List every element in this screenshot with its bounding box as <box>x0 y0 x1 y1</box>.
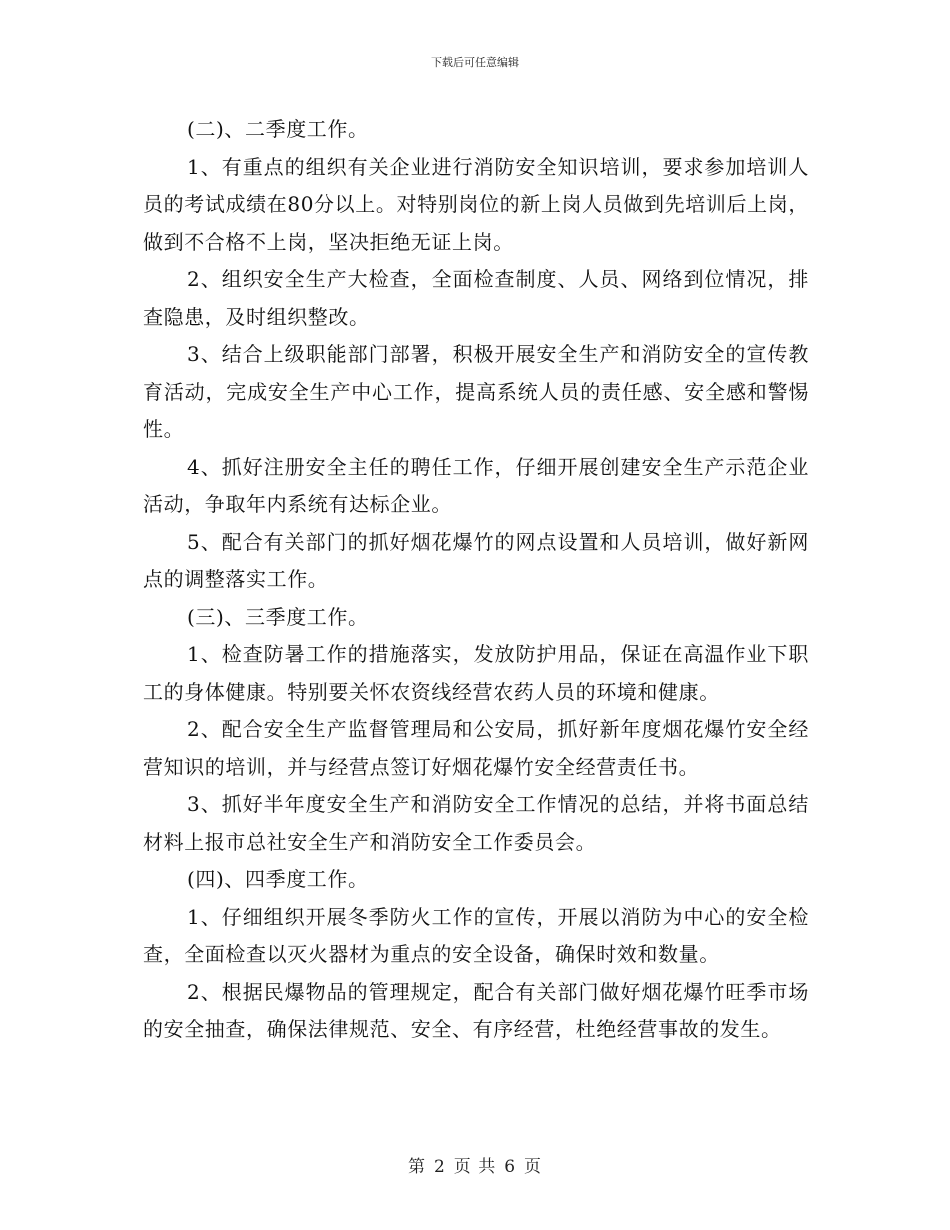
page-number: 2 <box>433 1157 446 1177</box>
page-header: 下载后可任意编辑 <box>431 56 519 69</box>
paragraph: 4、抓好注册安全主任的聘任工作，仔细开展创建安全生产示范企业活动，争取年内系统有达标企业。 <box>143 454 809 516</box>
document-body <box>143 111 809 1049</box>
section-heading-q3: (三)、三季度工作。 <box>187 604 369 629</box>
paragraph: 5、配合有关部门的抓好烟花爆竹的网点设置和人员培训，做好新网点的调整落实工作。 <box>143 529 809 591</box>
paragraph: 1、检查防暑工作的措施落实，发放防护用品，保证在高温作业下职工的身体健康。特别要关怀农资线经营农药人员的环境和健康。 <box>143 642 809 704</box>
footer-prefix: 第 <box>407 1157 426 1177</box>
paragraph: 2、配合安全生产监督管理局和公安局，抓好新年度烟花爆竹安全经营知识的培训，并与经营点签订好烟花爆竹安全经营责任书。 <box>143 717 809 779</box>
total-pages: 6 <box>504 1157 517 1177</box>
section-heading-q2: (二)、二季度工作。 <box>187 117 369 141</box>
paragraph: 2、组织安全生产大检查，全面检查制度、人员、网络到位情况，排查隐患，及时组织整改。 <box>143 267 809 329</box>
page-footer <box>0 1152 950 1177</box>
footer-middle: 页 共 <box>453 1157 497 1177</box>
paragraph: 3、结合上级职能部门部署，积极开展安全生产和消防安全的宣传教育活动，完成安全生产中心工作，提高系统人员的责任感、安全感和警惕性。 <box>143 342 809 441</box>
paragraph: 1、仔细组织开展冬季防火工作的宣传，开展以消防为中心的安全检查，全面检查以灭火器材为重点的安全设备，确保时效和数量。 <box>143 904 809 966</box>
footer-suffix: 页 <box>524 1157 543 1177</box>
paragraph: 2、根据民爆物品的管理规定，配合有关部门做好烟花爆竹旺季市场的安全抽查，确保法律规范、安全、有序经营，杜绝经营事故的发生。 <box>143 979 809 1041</box>
paragraph: 3、抓好半年度安全生产和消防安全工作情况的总结，并将书面总结材料上报市总社安全生产和消防安全工作委员会。 <box>143 792 809 854</box>
paragraph: 1、有重点的组织有关企业进行消防安全知识培训，要求参加培训人员的考试成绩在80分以上。对特别岗位的新上岗人员做到先培训后上岗，做到不合格不上岗，坚决拒绝无证上岗。 <box>143 154 809 254</box>
section-heading-q4: (四)、四季度工作。 <box>187 867 369 891</box>
